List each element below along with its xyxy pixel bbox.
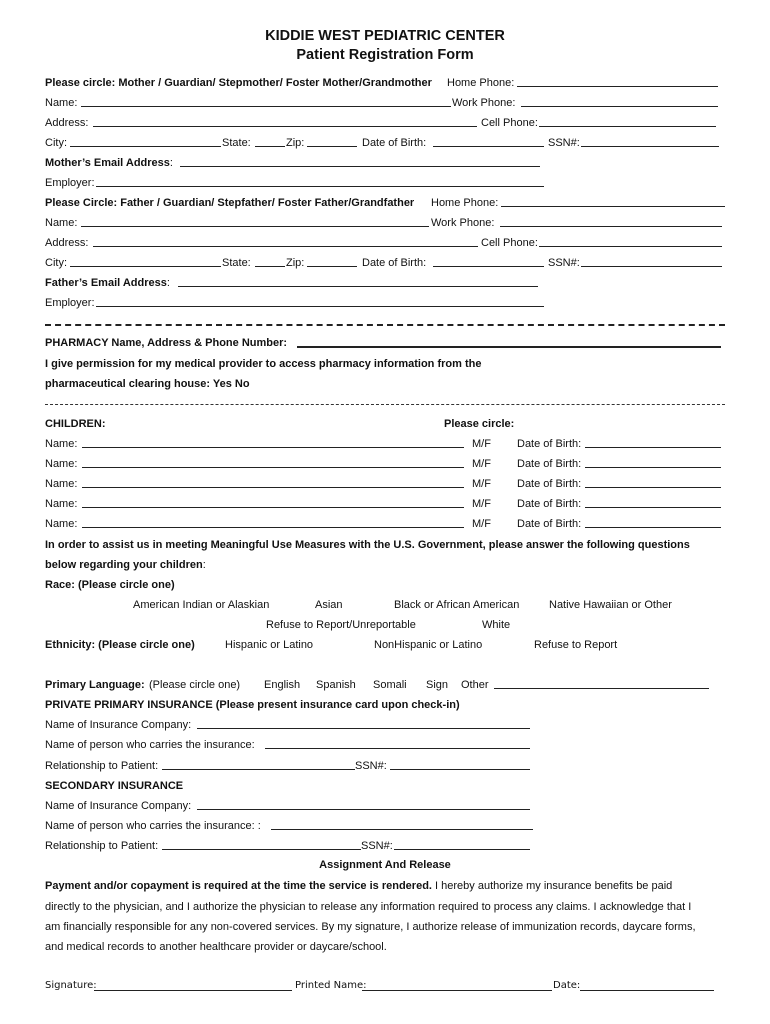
secondary-company-field[interactable] bbox=[197, 796, 530, 810]
mother-cell-phone-label: Cell Phone: bbox=[481, 117, 538, 129]
father-ssn-label: SSN#: bbox=[548, 257, 580, 269]
primary-carrier-field[interactable] bbox=[265, 735, 530, 749]
child-dob-label: Date of Birth: bbox=[517, 498, 582, 510]
race-option[interactable]: American Indian or Alaskian bbox=[133, 599, 270, 611]
father-city-field[interactable] bbox=[70, 253, 221, 267]
father-address-field[interactable] bbox=[93, 233, 478, 247]
mother-home-phone-label: Home Phone: bbox=[447, 77, 515, 89]
mother-email-field[interactable] bbox=[180, 153, 540, 167]
child-name-label: Name: bbox=[45, 458, 78, 470]
secondary-relationship-row bbox=[45, 836, 725, 856]
signature-field[interactable] bbox=[94, 980, 292, 991]
language-hint: (Please circle one) bbox=[149, 679, 241, 691]
mother-name-field[interactable] bbox=[81, 93, 451, 107]
primary-relationship-row bbox=[45, 756, 725, 776]
father-state-label: State: bbox=[222, 257, 251, 269]
secondary-carrier-field[interactable] bbox=[271, 816, 533, 830]
primary-company-field[interactable] bbox=[197, 715, 530, 729]
child-dob-label: Date of Birth: bbox=[517, 438, 582, 450]
pharmacy-permission-line1: I give permission for my medical provider to access pharmacy information from the bbox=[45, 358, 482, 370]
father-employer-row bbox=[45, 293, 725, 313]
mother-home-phone-field[interactable] bbox=[517, 73, 718, 87]
child-dob-field[interactable] bbox=[585, 494, 721, 508]
mother-work-phone-field[interactable] bbox=[521, 93, 718, 107]
father-circle-options: : Father / Guardian/ Stepfather/ Foster Father/Grandfather bbox=[113, 197, 415, 209]
assignment-line2: directly to the physician, and I authorize the physician to release any information required to process any claims. I acknowledge that I bbox=[45, 901, 692, 913]
signature-label: Signature: bbox=[45, 980, 97, 991]
section-divider bbox=[45, 324, 725, 326]
primary-ssn-field[interactable] bbox=[390, 756, 530, 770]
father-employer-label: Employer: bbox=[45, 297, 95, 309]
org-name: KIDDIE WEST PEDIATRIC CENTER bbox=[265, 28, 505, 44]
child-dob-field[interactable] bbox=[585, 434, 721, 448]
mother-email-label: Mother’s Email Address bbox=[45, 157, 170, 169]
father-home-phone-label: Home Phone: bbox=[431, 197, 499, 209]
language-option[interactable]: English bbox=[264, 679, 301, 691]
pharmacy-label: PHARMACY Name, Address & Phone Number: bbox=[45, 337, 288, 349]
child-row bbox=[45, 454, 725, 474]
ethnicity-option[interactable]: Hispanic or Latino bbox=[225, 639, 314, 651]
child-name-label: Name: bbox=[45, 498, 78, 510]
race-option[interactable]: Refuse to Report/Unreportable bbox=[266, 619, 416, 631]
child-name-field[interactable] bbox=[82, 514, 464, 528]
primary-relationship-field[interactable] bbox=[162, 756, 355, 770]
mother-city-field[interactable] bbox=[70, 133, 221, 147]
mother-employer-row bbox=[45, 173, 725, 193]
father-cell-phone-label: Cell Phone: bbox=[481, 237, 538, 249]
father-cell-phone-field[interactable] bbox=[539, 233, 722, 247]
secondary-ssn-field[interactable] bbox=[394, 836, 530, 850]
race-options-row2 bbox=[45, 615, 725, 635]
payment-notice: Payment and/or copayment is required at the time the service is rendered. bbox=[45, 880, 432, 892]
mother-zip-field[interactable] bbox=[307, 133, 357, 147]
father-email-colon: : bbox=[166, 277, 170, 289]
primary-relationship-label: Relationship to Patient: bbox=[45, 760, 159, 772]
child-dob-label: Date of Birth: bbox=[517, 478, 582, 490]
father-zip-field[interactable] bbox=[307, 253, 357, 267]
form-title: Patient Registration Form bbox=[296, 47, 474, 63]
race-label: Race: (Please circle one) bbox=[45, 579, 175, 591]
mother-name-row bbox=[45, 93, 725, 113]
secondary-carrier-row bbox=[45, 816, 725, 836]
child-sex-option[interactable]: M/F bbox=[472, 458, 491, 470]
meaningful-use-colon: : bbox=[202, 559, 206, 571]
mother-city-row bbox=[45, 133, 725, 153]
child-name-label: Name: bbox=[45, 438, 78, 450]
mother-dob-field[interactable] bbox=[433, 133, 544, 147]
father-email-label: Father’s Email Address bbox=[45, 277, 167, 289]
meaningful-use-intro: In order to assist us in meeting Meaningful Use Measures with the U.S. Government, please answer the following questions bbox=[45, 539, 690, 551]
language-row bbox=[45, 675, 725, 695]
father-name-field[interactable] bbox=[81, 213, 429, 227]
father-relationship-row bbox=[45, 193, 725, 213]
father-dob-label: Date of Birth: bbox=[362, 257, 427, 269]
father-city-row bbox=[45, 253, 725, 273]
mother-state-label: State: bbox=[222, 137, 251, 149]
mother-employer-field[interactable] bbox=[96, 173, 544, 187]
language-option[interactable]: Sign bbox=[426, 679, 449, 691]
child-name-field[interactable] bbox=[82, 434, 464, 448]
mother-email-row bbox=[45, 153, 725, 173]
assignment-line3: am financially responsible for any non-covered services. By my signature, I authorize release of immunization records, daycare forms, bbox=[45, 921, 696, 933]
children-header-row bbox=[45, 414, 725, 434]
mother-employer-label: Employer: bbox=[45, 177, 95, 189]
child-dob-label: Date of Birth: bbox=[517, 518, 582, 530]
mother-address-label: Address: bbox=[45, 117, 89, 129]
father-city-label: City: bbox=[45, 257, 67, 269]
mother-email-colon: : bbox=[169, 157, 173, 169]
primary-ssn-label: SSN#: bbox=[355, 760, 387, 772]
father-employer-field[interactable] bbox=[96, 293, 544, 307]
secondary-relationship-label: Relationship to Patient: bbox=[45, 840, 159, 852]
child-dob-field[interactable] bbox=[585, 474, 721, 488]
printed-name-label: Printed Name: bbox=[295, 980, 367, 991]
mother-address-field[interactable] bbox=[93, 113, 477, 127]
mother-city-label: City: bbox=[45, 137, 67, 149]
child-dob-label: Date of Birth: bbox=[517, 458, 582, 470]
assignment-line4: and medical records to another healthcare provider or daycare/school. bbox=[45, 941, 387, 953]
father-address-label: Address: bbox=[45, 237, 89, 249]
mother-address-row bbox=[45, 113, 725, 133]
language-option[interactable]: Somali bbox=[373, 679, 407, 691]
ethnicity-row bbox=[45, 635, 725, 655]
child-sex-option[interactable]: M/F bbox=[472, 438, 491, 450]
father-home-phone-field[interactable] bbox=[501, 193, 725, 207]
race-option[interactable]: Asian bbox=[315, 599, 343, 611]
secondary-insurance-heading: SECONDARY INSURANCE bbox=[45, 780, 184, 792]
primary-company-row bbox=[45, 715, 725, 735]
father-name-label: Name: bbox=[45, 217, 78, 229]
race-option[interactable]: Black or African American bbox=[394, 599, 520, 611]
father-work-phone-label: Work Phone: bbox=[431, 217, 495, 229]
mother-work-phone-label: Work Phone: bbox=[452, 97, 516, 109]
pharmacy-row bbox=[45, 333, 725, 353]
father-email-field[interactable] bbox=[178, 273, 538, 287]
primary-company-label: Name of Insurance Company: bbox=[45, 719, 192, 731]
father-name-row bbox=[45, 213, 725, 233]
father-state-field[interactable] bbox=[255, 253, 285, 267]
father-email-row bbox=[45, 273, 725, 293]
father-circle-prefix: Please Circle bbox=[45, 197, 114, 209]
child-name-label: Name: bbox=[45, 518, 78, 530]
child-name-field[interactable] bbox=[82, 454, 464, 468]
ethnicity-option[interactable]: NonHispanic or Latino bbox=[374, 639, 483, 651]
printed-name-field[interactable] bbox=[362, 980, 552, 991]
language-option[interactable]: Spanish bbox=[316, 679, 356, 691]
primary-carrier-label: Name of person who carries the insurance: bbox=[45, 739, 255, 751]
language-option[interactable]: Other bbox=[461, 679, 489, 691]
meaningful-use-line2: below regarding your children bbox=[45, 559, 203, 571]
meaningful-use-intro-cont bbox=[45, 555, 725, 575]
mother-ssn-label: SSN#: bbox=[548, 137, 580, 149]
section-divider bbox=[45, 404, 725, 405]
mother-relationship-row bbox=[45, 73, 725, 93]
father-work-phone-field[interactable] bbox=[500, 213, 722, 227]
child-name-field[interactable] bbox=[82, 494, 464, 508]
race-option[interactable]: Native Hawaiian or Other bbox=[549, 599, 672, 611]
father-dob-field[interactable] bbox=[433, 253, 544, 267]
pharmacy-field[interactable] bbox=[297, 333, 721, 348]
secondary-ssn-label: SSN#: bbox=[361, 840, 393, 852]
mother-name-label: Name: bbox=[45, 97, 78, 109]
signature-row bbox=[45, 980, 725, 996]
mother-zip-label: Zip: bbox=[286, 137, 305, 149]
mother-state-field[interactable] bbox=[255, 133, 285, 147]
child-name-label: Name: bbox=[45, 478, 78, 490]
language-label: Primary Language: bbox=[45, 679, 145, 691]
secondary-relationship-field[interactable] bbox=[162, 836, 361, 850]
language-other-field[interactable] bbox=[494, 675, 709, 689]
please-circle-label: Please circle: bbox=[444, 418, 515, 430]
assignment-line1 bbox=[45, 876, 725, 896]
father-ssn-field[interactable] bbox=[581, 253, 722, 267]
race-option[interactable]: White bbox=[482, 619, 511, 631]
child-row bbox=[45, 514, 725, 534]
ethnicity-label: Ethnicity: (Please circle one) bbox=[45, 639, 195, 651]
secondary-company-row bbox=[45, 796, 725, 816]
father-relationship-label[interactable] bbox=[45, 193, 414, 213]
primary-insurance-heading: PRIVATE PRIMARY INSURANCE (Please present insurance card upon check-in) bbox=[45, 699, 460, 711]
race-options-row1 bbox=[45, 595, 725, 615]
father-zip-label: Zip: bbox=[286, 257, 305, 269]
father-address-row bbox=[45, 233, 725, 253]
child-row bbox=[45, 434, 725, 454]
child-sex-option[interactable]: M/F bbox=[472, 518, 491, 530]
child-dob-field[interactable] bbox=[585, 454, 721, 468]
mother-cell-phone-field[interactable] bbox=[539, 113, 716, 127]
mother-relationship-label[interactable]: Please circle: Mother / Guardian/ Stepmother/ Foster Mother/Grandmother bbox=[45, 77, 432, 89]
date-label: Date: bbox=[553, 980, 581, 991]
child-sex-option[interactable]: M/F bbox=[472, 478, 491, 490]
primary-carrier-row bbox=[45, 735, 725, 755]
children-heading: CHILDREN: bbox=[45, 418, 106, 430]
pharmacy-permission-line2[interactable]: pharmaceutical clearing house: Yes No bbox=[45, 378, 250, 390]
child-sex-option[interactable]: M/F bbox=[472, 498, 491, 510]
mother-ssn-field[interactable] bbox=[581, 133, 719, 147]
assignment-text: I hereby authorize my insurance benefits be paid bbox=[431, 880, 673, 892]
secondary-company-label: Name of Insurance Company: bbox=[45, 800, 192, 812]
date-field[interactable] bbox=[580, 980, 714, 991]
child-row bbox=[45, 474, 725, 494]
child-name-field[interactable] bbox=[82, 474, 464, 488]
secondary-carrier-label: Name of person who carries the insurance: : bbox=[45, 820, 261, 832]
mother-dob-label: Date of Birth: bbox=[362, 137, 427, 149]
child-row bbox=[45, 494, 725, 514]
ethnicity-option[interactable]: Refuse to Report bbox=[534, 639, 618, 651]
assignment-heading: Assignment And Release bbox=[319, 859, 451, 871]
child-dob-field[interactable] bbox=[585, 514, 721, 528]
